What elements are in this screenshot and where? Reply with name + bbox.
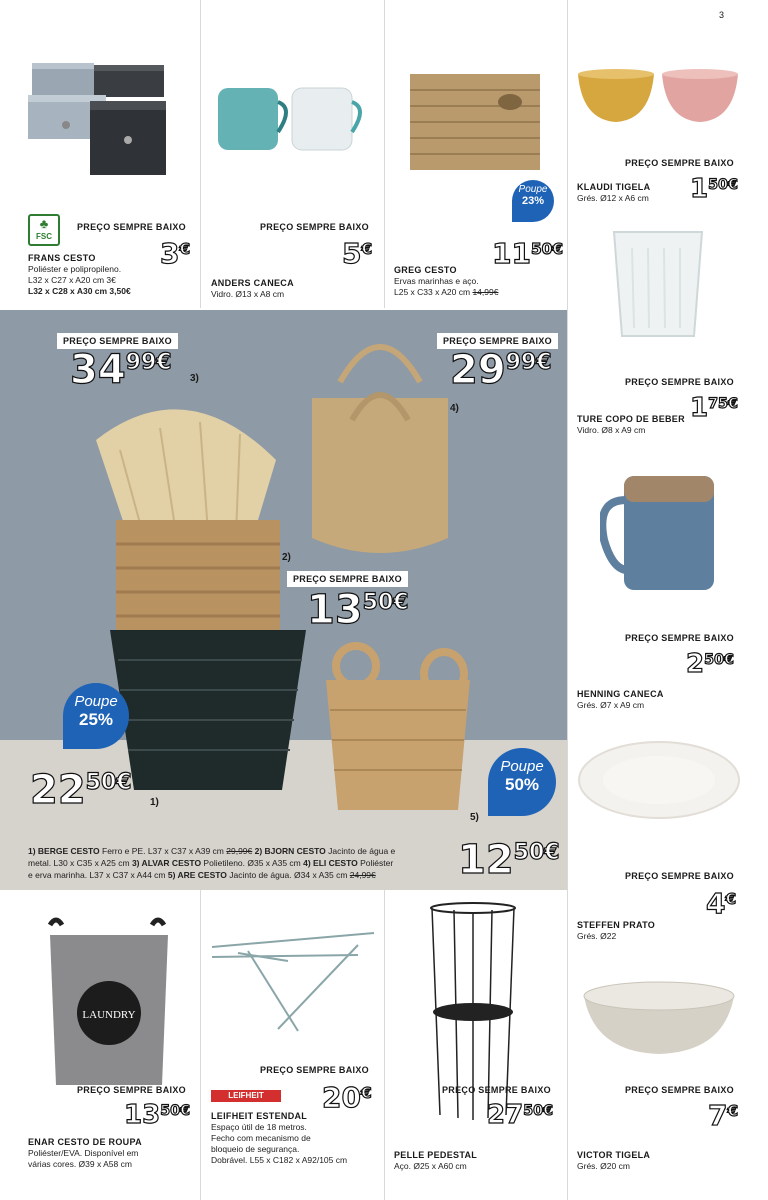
steffen-price: 4€ [706,887,737,920]
enar-name: ENAR CESTO DE ROUPA [28,1137,142,1147]
henning-mug-image [600,470,720,595]
bjorn-price: $13^{50€}$ [307,587,409,633]
greg-basket-image [406,70,546,175]
klaudi-desc: Grés. Ø12 x A6 cm [577,193,649,203]
frans-desc: Poliéster e polipropileno. L32 x C27 x A20 cm 3€ L32 x C28 x A30 cm 3,50€ [28,264,131,296]
victor-name: VICTOR TIGELA [577,1150,651,1160]
leifheit-name: LEIFHEIT ESTENDAL [211,1111,308,1121]
fsc-logo: ♣ FSC [28,214,60,246]
victor-bowl-image [580,978,738,1058]
pelle-price: $27^{50€}$ [487,1100,554,1130]
price-tag-label: PREÇO SEMPRE BAIXO [442,1085,551,1095]
price-tag-label: PREÇO SEMPRE BAIXO [625,377,734,387]
price-tag-label: PREÇO SEMPRE BAIXO [77,1085,186,1095]
anders-name: ANDERS CANECA [211,278,294,288]
pelle-name: PELLE PEDESTAL [394,1150,478,1160]
price-tag-label: PREÇO SEMPRE BAIXO [287,571,408,587]
price-tag-label: PREÇO SEMPRE BAIXO [57,333,178,349]
pelle-desc: Aço. Ø25 x A60 cm [394,1161,467,1171]
berge-price: $22^{50€}$ [30,767,132,813]
alvar-number: 3) [190,373,199,384]
berge-number: 1) [150,797,159,808]
frans-price: 3€ [160,237,191,270]
steffen-plate-image [576,738,742,824]
price-tag-label: PREÇO SEMPRE BAIXO [625,633,734,643]
divider [200,0,201,308]
frans-basket-image [28,55,168,180]
anders-mug-image [212,80,372,160]
hero-caption: 1) BERGE CESTO Ferro e PE. L37 x C37 x A39 cm 29,99€ 2) BJORN CESTO Jacinto de água e metal. L30 x C35 x A25 cm 3) ALVAR CESTO Polietileno. Ø35 x A35 cm 4) ELI CESTO Poliéster e erva marinha. L37 x C37 x A44 cm 5) ARE CESTO Jacinto de água. Ø34 x A35 cm 24,99€ [28,846,396,880]
victor-desc: Grés. Ø20 cm [577,1161,630,1171]
ture-glass-image [612,228,704,343]
divider [567,0,568,1200]
klaudi-price: $1^{50€}$ [690,174,738,204]
enar-hamper-image [44,915,174,1090]
eli-number: 4) [450,403,459,414]
victor-price: 7€ [708,1099,739,1132]
klaudi-name: KLAUDI TIGELA [577,182,651,192]
enar-price: $13^{50€}$ [124,1100,191,1130]
alvar-price: $34^{99€}$ [70,347,172,393]
anders-price: 5€ [342,237,373,270]
leifheit-rack-image [208,925,378,1040]
divider [200,890,201,1200]
greg-desc: Ervas marinhas e aço. L25 x C33 x A20 cm 14,99€ [394,276,499,297]
steffen-name: STEFFEN PRATO [577,920,656,930]
berge-discount-badge: Poupe 25% [63,683,129,749]
leifheit-desc: Espaço útil de 18 metros. Fecho com mecanismo de bloqueio de segurança. Dobrável. L55 x C182 x A92/105 cm [211,1122,348,1165]
henning-price: $2^{50€}$ [686,649,734,679]
divider [384,890,385,1200]
anders-desc: Vidro. Ø13 x A8 cm [211,289,285,299]
price-tag-label: PREÇO SEMPRE BAIXO [437,333,558,349]
ture-name: TURE COPO DE BEBER [577,414,685,424]
divider [384,0,385,308]
klaudi-bowl-image [576,66,742,126]
greg-price: $11^{50€}$ [492,237,564,270]
ture-desc: Vidro. Ø8 x A9 cm [577,425,646,435]
price-tag-label: PREÇO SEMPRE BAIXO [625,1085,734,1095]
price-tag-label: PREÇO SEMPRE BAIXO [625,871,734,881]
are-discount-badge: Poupe 50% [488,748,556,816]
enar-print-text: LAUNDRY [82,1009,136,1021]
enar-desc: Poliéster/EVA. Disponível em várias cores. Ø39 x A58 cm [28,1148,139,1169]
page-number: 3 [718,10,724,20]
leifheit-price: 20€ [322,1081,372,1114]
price-tag-label: PREÇO SEMPRE BAIXO [260,1065,369,1075]
frans-name: FRANS CESTO [28,253,96,263]
price-tag-label: PREÇO SEMPRE BAIXO [625,158,734,168]
greg-name: GREG CESTO [394,265,457,275]
price-tag-label: PREÇO SEMPRE BAIXO [260,222,369,232]
leifheit-logo: LEIFHEIT [211,1090,281,1102]
eli-price: $29^{99€}$ [450,347,552,393]
steffen-desc: Grés. Ø22 [577,931,617,941]
greg-discount-badge: Poupe 23% [512,180,554,222]
bjorn-number: 2) [282,552,291,563]
are-number: 5) [470,812,479,823]
price-tag-label: PREÇO SEMPRE BAIXO [77,222,186,232]
henning-desc: Grés. Ø7 x A9 cm [577,700,645,710]
ture-price: $1^{75€}$ [690,393,738,423]
are-price: $12^{50€}$ [458,837,560,883]
henning-name: HENNING CANECA [577,689,664,699]
